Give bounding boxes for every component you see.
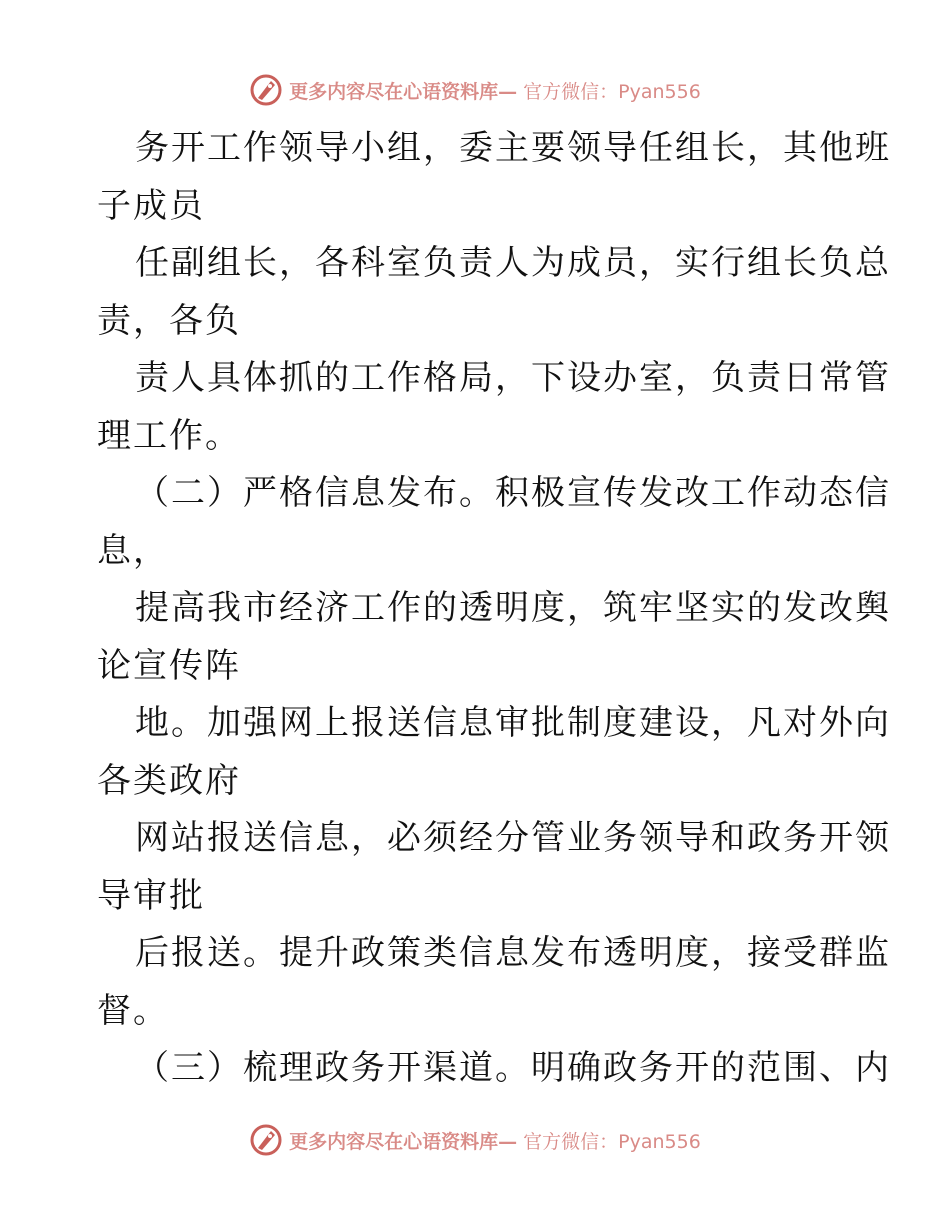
section-heading-3: （三）梳理政务开渠道。明确政务开的范围、内 xyxy=(135,1048,891,1088)
text-line: 理工作。 xyxy=(97,415,241,456)
text-line: 地。加强网上报送信息审批制度建设，凡对外向 xyxy=(135,703,891,743)
watermark-contact-text: 官方微信：Pyan556 xyxy=(523,1130,701,1153)
text-line: 任副组长，各科室负责人为成员，实行组长负总 xyxy=(135,243,891,283)
text-line: 后报送。提升政策类信息发布透明度，接受群监 xyxy=(135,933,891,973)
text-line: 务开工作领导小组，委主要领导任组长，其他班 xyxy=(135,128,891,168)
text-line: 导审批 xyxy=(97,875,205,916)
section-heading-2: （二）严格信息发布。积极宣传发改工作动态信 xyxy=(135,473,891,513)
pen-nib-circle-icon xyxy=(249,73,283,107)
footer-watermark xyxy=(0,1120,950,1160)
watermark-contact-text: 官方微信：Pyan556 xyxy=(523,80,701,103)
text-line: 责，各负 xyxy=(97,300,241,341)
text-line: 督。 xyxy=(97,990,169,1031)
text-line: 各类政府 xyxy=(97,760,241,801)
text-line: 息， xyxy=(97,530,169,571)
text-line: 子成员 xyxy=(97,185,205,226)
pen-nib-circle-icon xyxy=(249,1123,283,1157)
text-line: 提高我市经济工作的透明度，筑牢坚实的发改舆 xyxy=(135,588,891,628)
watermark-site-text: 更多内容尽在心语资料库— xyxy=(289,1130,518,1153)
document-body xyxy=(97,120,891,1098)
text-line: 网站报送信息，必须经分管业务领导和政务开领 xyxy=(135,818,891,858)
text-line: 责人具体抓的工作格局，下设办室，负责日常管 xyxy=(135,358,891,398)
header-watermark xyxy=(0,70,950,110)
watermark-site-text: 更多内容尽在心语资料库— xyxy=(289,80,518,103)
text-line: 论宣传阵 xyxy=(97,645,241,686)
